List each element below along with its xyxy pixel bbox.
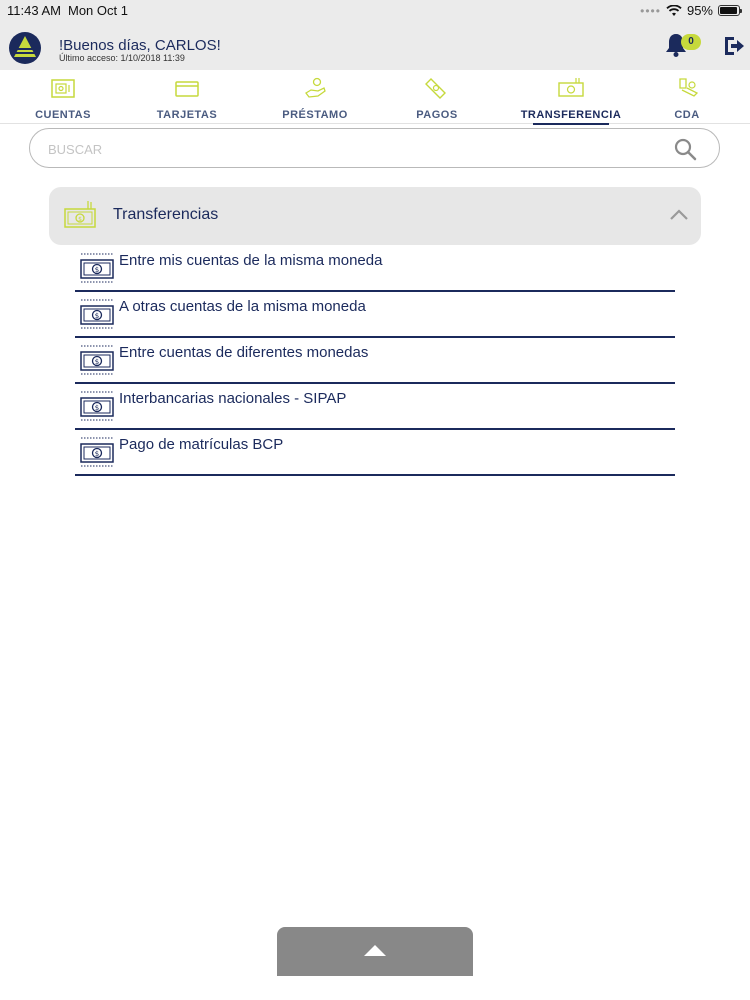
search-input[interactable]	[48, 139, 648, 159]
card-icon	[172, 76, 202, 102]
item-label: A otras cuentas de la misma moneda	[119, 298, 366, 315]
tab-transferencia[interactable]	[516, 70, 626, 124]
battery-icon	[718, 5, 740, 16]
greeting-text: !Buenos días, CARLOS!	[59, 37, 221, 54]
tab-label: TRANSFERENCIA	[520, 109, 622, 121]
tab-cda[interactable]	[632, 70, 742, 124]
svg-text:$: $	[94, 404, 100, 412]
tab-prestamo[interactable]	[260, 70, 370, 124]
tab-label: PRÉSTAMO	[282, 109, 348, 121]
transfer-icon	[556, 76, 586, 102]
search-icon[interactable]	[673, 137, 697, 161]
tab-label: CDA	[674, 109, 700, 121]
tab-label: PAGOS	[416, 109, 458, 121]
logout-icon[interactable]	[722, 34, 746, 58]
item-label: Entre cuentas de diferentes monedas	[119, 344, 369, 361]
transferencias-panel-header[interactable]	[49, 187, 701, 245]
main-tabs	[0, 70, 750, 124]
money-transfer-icon	[79, 296, 115, 330]
list-item[interactable]	[75, 246, 675, 292]
tab-label: TARJETAS	[156, 109, 218, 121]
safe-icon	[48, 76, 78, 102]
svg-text:$: $	[94, 358, 100, 366]
status-indicators	[640, 3, 740, 18]
battery-percent: 95%	[686, 3, 713, 18]
tab-tarjetas[interactable]	[132, 70, 242, 124]
last-access-text: Último acceso: 1/10/2018 11:39	[59, 53, 185, 63]
list-item[interactable]	[75, 430, 675, 476]
status-time: 11:43 AM	[7, 3, 61, 18]
app-header	[0, 22, 750, 70]
active-tab-indicator	[533, 123, 609, 125]
payment-icon	[422, 76, 452, 102]
cda-icon	[672, 76, 702, 102]
list-item[interactable]	[75, 384, 675, 430]
item-label: Entre mis cuentas de la misma moneda	[119, 252, 383, 269]
tab-pagos[interactable]	[382, 70, 492, 124]
svg-text:$: $	[78, 216, 82, 223]
svg-text:$: $	[94, 312, 100, 320]
search-bar	[29, 128, 720, 168]
caret-up-icon	[363, 943, 387, 957]
money-transfer-icon	[79, 342, 115, 376]
status-date: Mon Oct 1	[68, 3, 128, 18]
tab-label: CUENTAS	[35, 109, 91, 121]
chevron-up-icon[interactable]	[669, 207, 689, 221]
list-item[interactable]	[75, 338, 675, 384]
list-item[interactable]	[75, 292, 675, 338]
status-bar	[0, 0, 750, 22]
panel-title: Transferencias	[113, 206, 219, 223]
expand-menu-button[interactable]	[277, 927, 473, 976]
battery-fill	[720, 7, 737, 14]
transfer-icon	[62, 199, 98, 231]
signal-dots-icon: ••••	[640, 3, 661, 18]
notification-badge[interactable]: 0	[681, 34, 701, 50]
transfer-options-list	[75, 246, 675, 476]
money-transfer-icon	[79, 434, 115, 468]
svg-text:$: $	[94, 266, 100, 274]
item-label: Interbancarias nacionales - SIPAP	[119, 390, 347, 407]
bank-logo-icon	[8, 31, 42, 65]
loan-icon	[300, 76, 330, 102]
svg-text:$: $	[94, 450, 100, 458]
money-transfer-icon	[79, 250, 115, 284]
money-transfer-icon	[79, 388, 115, 422]
tab-cuentas[interactable]	[8, 70, 118, 124]
wifi-icon	[666, 5, 682, 17]
item-label: Pago de matrículas BCP	[119, 436, 284, 453]
